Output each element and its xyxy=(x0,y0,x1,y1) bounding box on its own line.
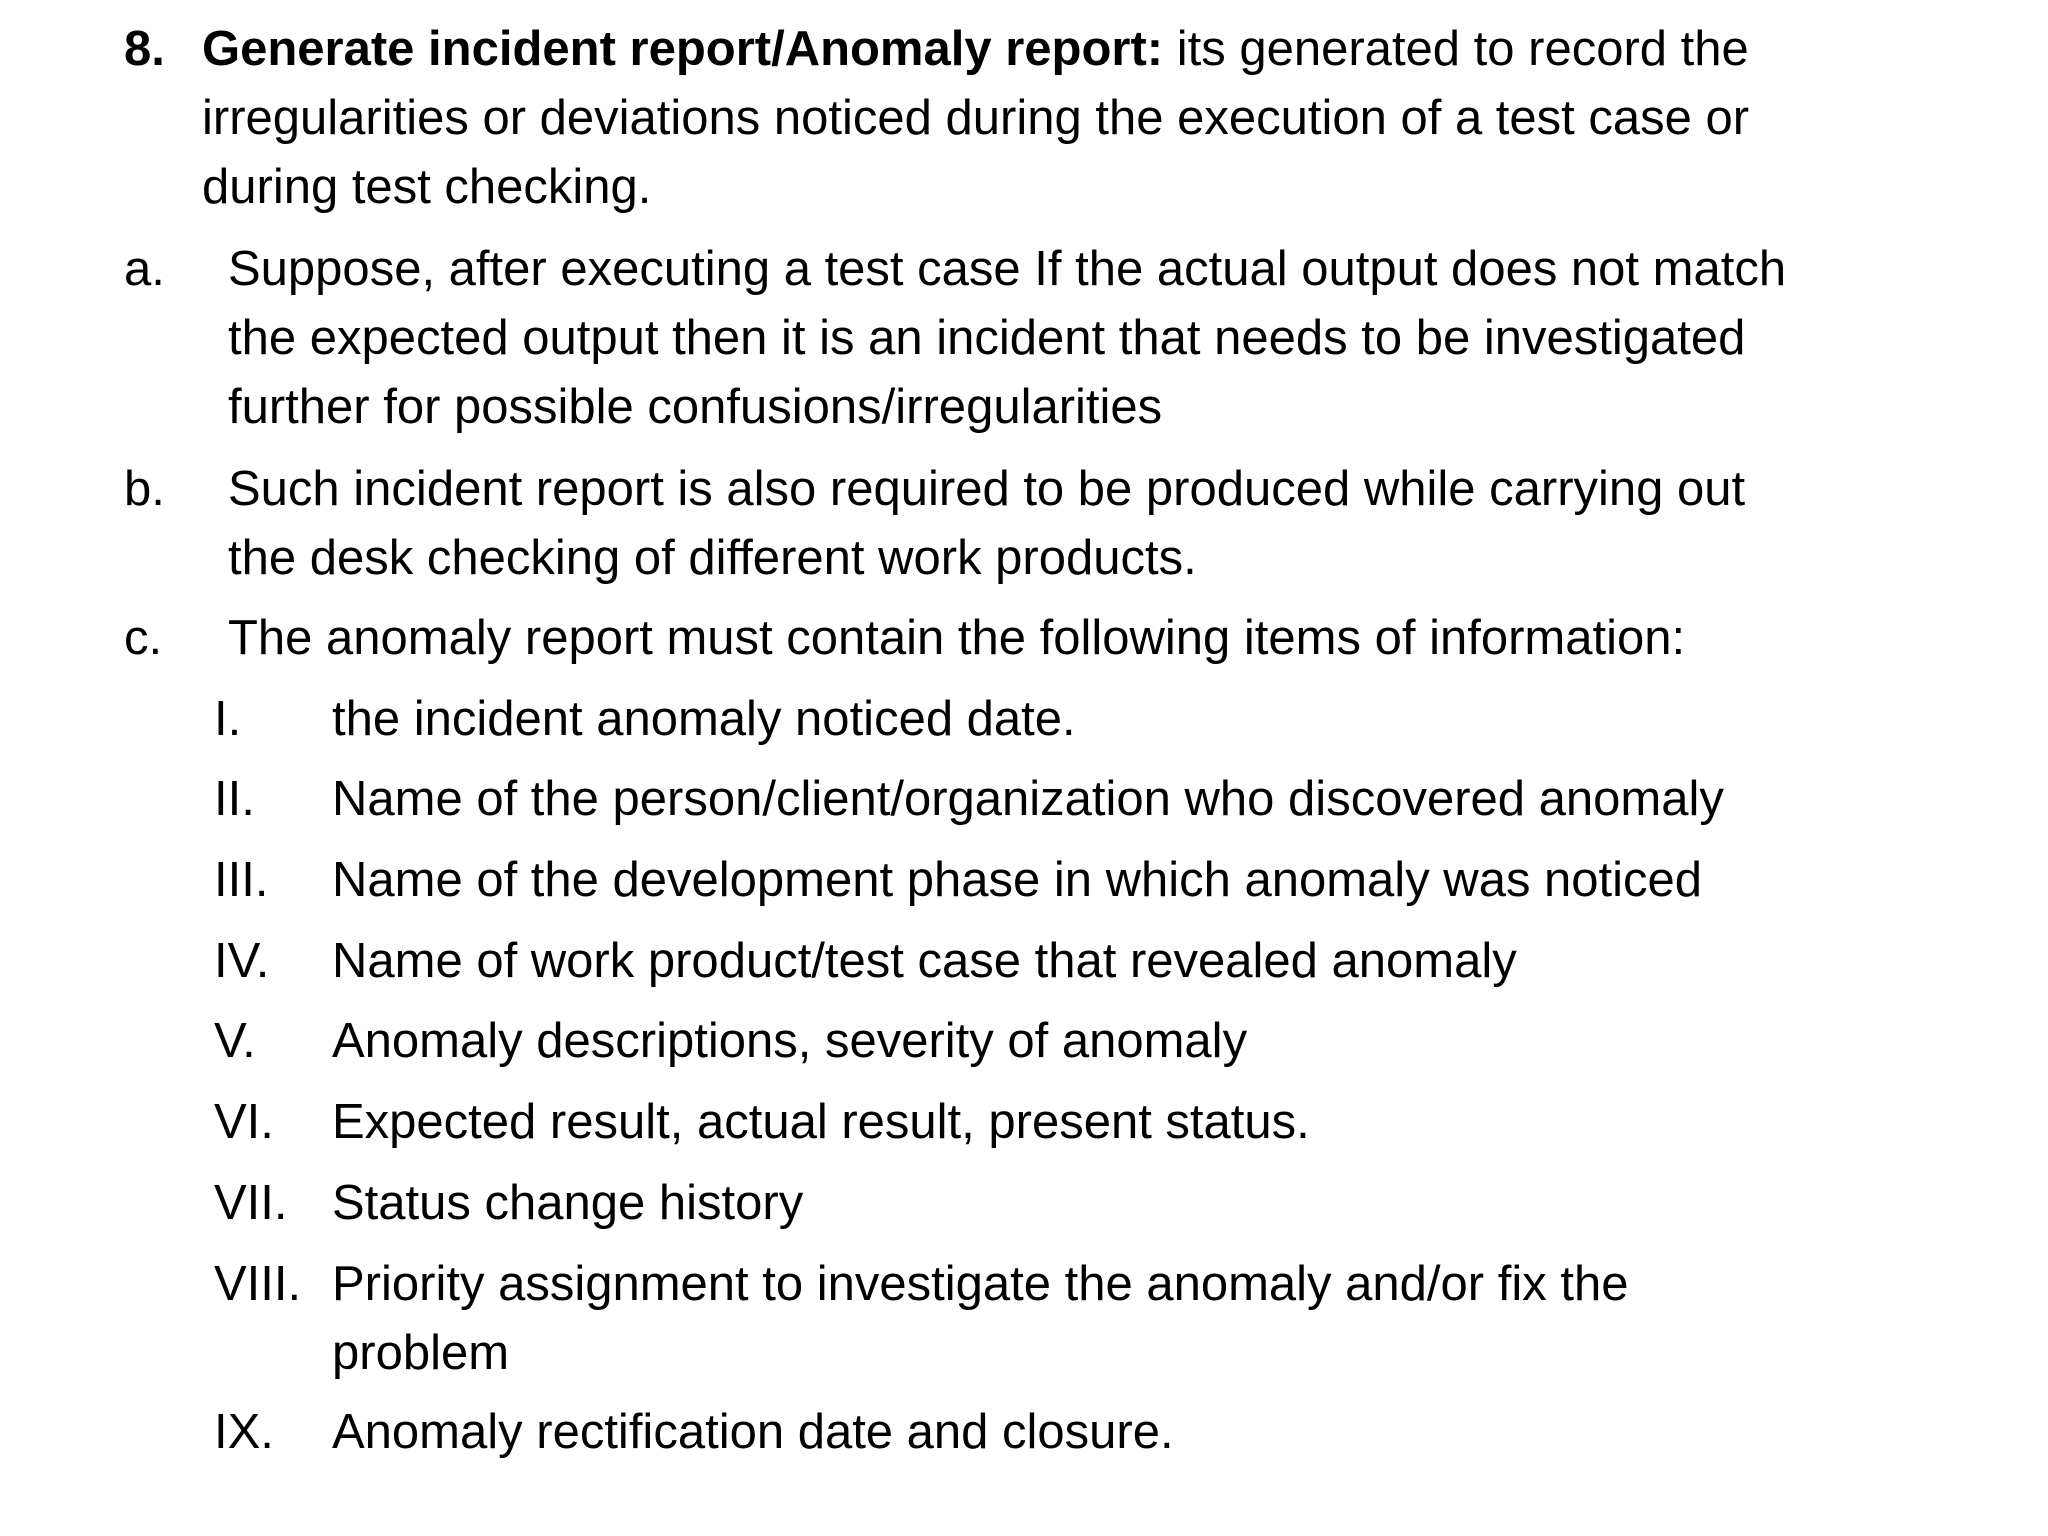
text-line: Suppose, after executing a test case If the actual output does not match xyxy=(228,242,1787,296)
list-marker: VII. xyxy=(214,1176,288,1230)
list-marker: II. xyxy=(214,772,255,826)
text-line xyxy=(202,15,1749,84)
list-marker: I. xyxy=(214,692,242,746)
text-line: Such incident report is also required to be produced while carrying out xyxy=(228,462,1746,516)
text-line: further for possible confusions/irregularities xyxy=(228,380,1163,434)
list-item-c xyxy=(124,604,1924,674)
list-marker: VIII. xyxy=(214,1257,302,1311)
roman-item-7 xyxy=(214,1169,1914,1239)
text-line: Name of the development phase in which anomaly was noticed xyxy=(332,853,1703,907)
list-item-a xyxy=(124,235,1924,445)
roman-item-1 xyxy=(214,685,1914,755)
roman-item-9 xyxy=(214,1398,1914,1468)
list-item-text xyxy=(202,15,1749,222)
list-item-text xyxy=(332,846,1702,915)
text-line: the incident anomaly noticed date. xyxy=(332,692,1076,746)
list-marker: IX. xyxy=(214,1405,274,1459)
list-item-text xyxy=(332,1250,1628,1388)
text-line: during test checking. xyxy=(202,160,652,214)
text-line: Name of work product/test case that revealed anomaly xyxy=(332,934,1517,988)
list-item-text xyxy=(228,235,1786,442)
list-item-text xyxy=(228,455,1745,593)
list-marker: VI. xyxy=(214,1095,274,1149)
text-line: the desk checking of different work products. xyxy=(228,531,1197,585)
text-line: Priority assignment to investigate the anomaly and/or fix the xyxy=(332,1257,1629,1311)
text-line: Name of the person/client/organization who discovered anomaly xyxy=(332,772,1724,826)
list-marker: III. xyxy=(214,853,269,907)
text-line: The anomaly report must contain the following items of information: xyxy=(228,611,1686,665)
list-item-text xyxy=(332,765,1724,834)
text-line: Anomaly rectification date and closure. xyxy=(332,1405,1174,1459)
roman-item-3 xyxy=(214,846,1914,916)
roman-item-4 xyxy=(214,927,1914,997)
list-item-text xyxy=(332,1088,1310,1157)
list-item-text xyxy=(332,1007,1247,1076)
text-line: irregularities or deviations noticed during the execution of a test case or xyxy=(202,91,1750,145)
list-item-text xyxy=(332,685,1076,754)
text-line: Expected result, actual result, present status. xyxy=(332,1095,1310,1149)
text-line-content: its generated to record the xyxy=(1176,22,1749,76)
list-item-8 xyxy=(124,15,1924,225)
list-marker: c. xyxy=(124,611,163,665)
list-item-text xyxy=(332,1169,803,1238)
text-line: Status change history xyxy=(332,1176,804,1230)
list-item-text xyxy=(332,1398,1174,1467)
roman-item-6 xyxy=(214,1088,1914,1158)
roman-item-8 xyxy=(214,1250,1914,1390)
list-marker: 8. xyxy=(124,22,165,76)
list-item-b xyxy=(124,455,1924,595)
item-heading: Generate incident report/Anomaly report: xyxy=(202,22,1164,76)
list-item-text xyxy=(332,927,1517,996)
text-line: the expected output then it is an incident that needs to be investigated xyxy=(228,311,1746,365)
text-line: problem xyxy=(332,1326,510,1380)
roman-item-5 xyxy=(214,1007,1914,1077)
list-marker: V. xyxy=(214,1014,256,1068)
text-line: Anomaly descriptions, severity of anomaly xyxy=(332,1014,1248,1068)
list-marker: a. xyxy=(124,242,165,296)
list-item-text xyxy=(228,604,1685,673)
list-marker: IV. xyxy=(214,934,270,988)
roman-item-2 xyxy=(214,765,1914,835)
list-marker: b. xyxy=(124,462,165,516)
